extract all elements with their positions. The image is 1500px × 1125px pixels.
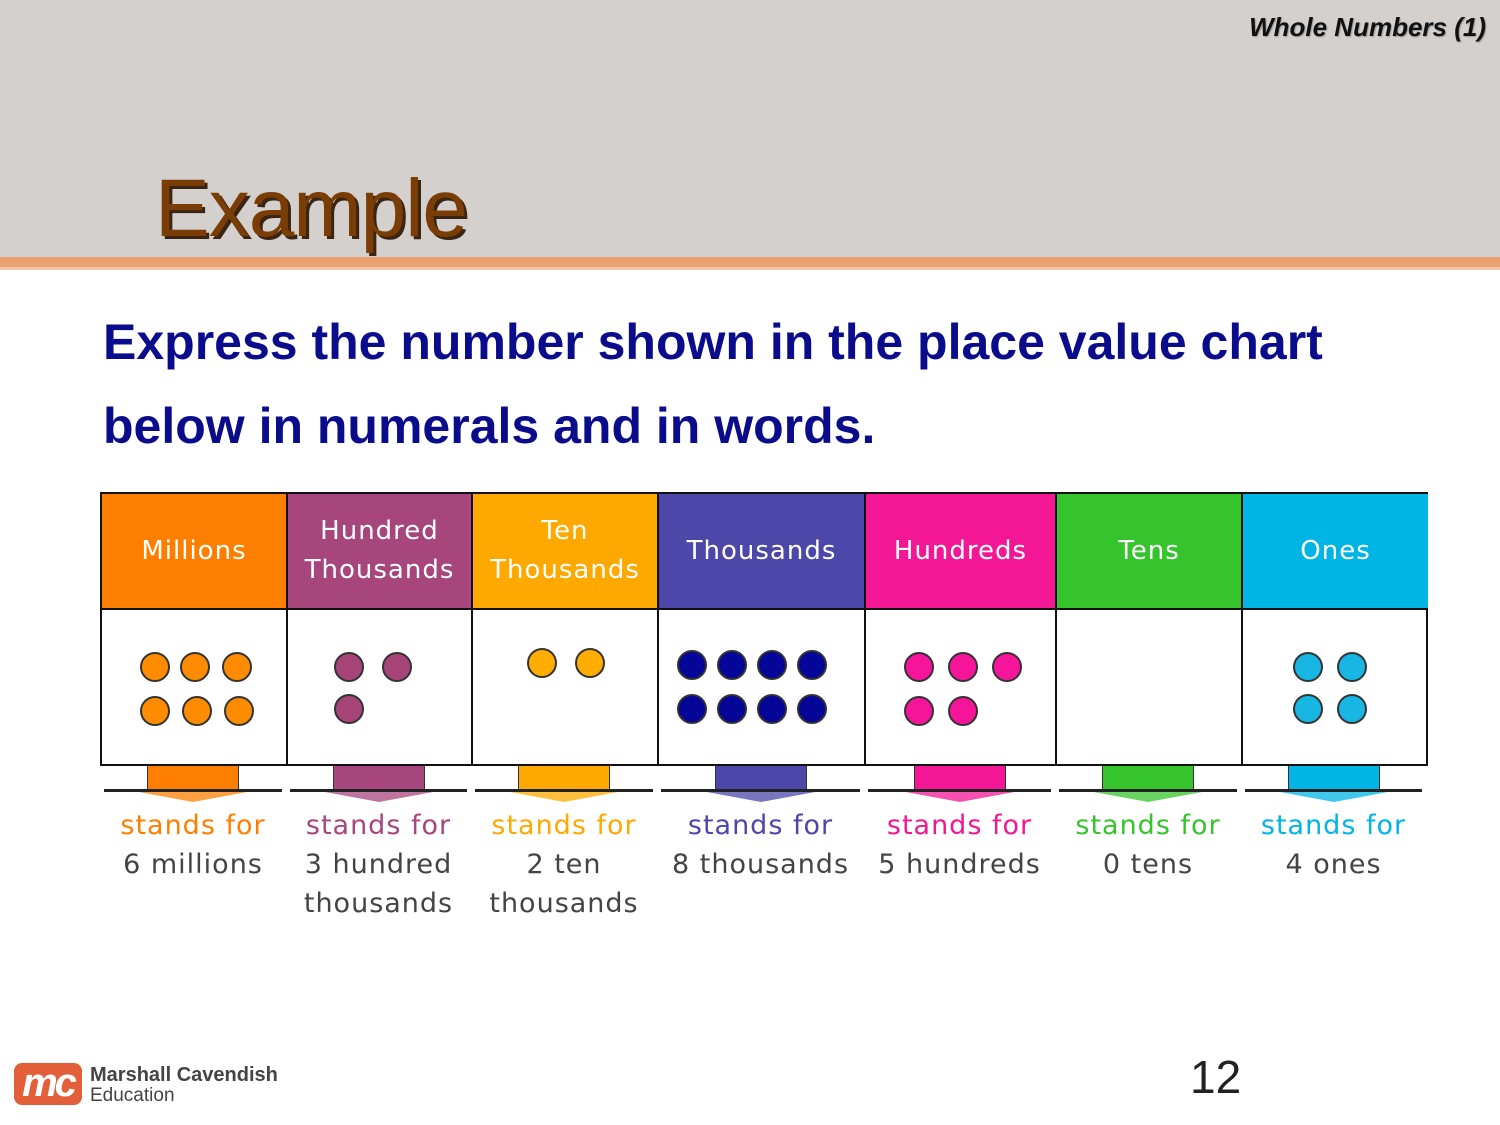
counter-dot — [140, 652, 170, 682]
counter-cell — [866, 610, 1055, 764]
stands-for-value: 4 ones — [1285, 849, 1382, 880]
stands-for-caption: stands for — [491, 810, 637, 841]
chart-column — [659, 494, 866, 764]
stands-for-caption: stands for — [886, 810, 1033, 841]
counter-dot — [904, 652, 934, 682]
stands-for-label — [464, 806, 664, 923]
counter-dot — [797, 650, 827, 680]
down-arrow-icon — [518, 766, 610, 806]
down-arrow-icon — [333, 766, 425, 806]
chart-column — [1243, 494, 1428, 764]
counter-dot — [948, 696, 978, 726]
arrow-base-line — [1059, 789, 1237, 792]
column-heading-line: Ten — [541, 516, 589, 546]
chart-column — [866, 494, 1057, 764]
counter-dot — [575, 648, 605, 678]
counter-dot — [382, 652, 412, 682]
down-arrow-icon — [914, 766, 1006, 806]
stands-for-label — [1048, 806, 1248, 884]
counter-dot — [334, 694, 364, 724]
down-arrow-icon — [715, 766, 807, 806]
counter-cell — [102, 610, 286, 764]
chart-column — [288, 494, 473, 764]
counter-dot — [182, 696, 212, 726]
counter-dot — [334, 652, 364, 682]
stands-for-label — [1234, 806, 1434, 884]
column-heading-line: Tens — [1118, 535, 1180, 566]
column-heading-line: Millions — [141, 535, 247, 566]
counter-cell — [288, 610, 471, 764]
counter-dot — [717, 694, 747, 724]
chart-column — [473, 494, 659, 764]
arrow-base-line — [868, 789, 1051, 792]
counter-dot — [757, 650, 787, 680]
counter-cell — [1243, 610, 1428, 764]
stands-for-caption: stands for — [305, 810, 452, 841]
stands-for-value: 5 hundreds — [878, 849, 1041, 880]
stands-for-label — [279, 806, 479, 923]
counter-dot — [1337, 652, 1367, 682]
stands-for-value: 8 thousands — [671, 849, 850, 880]
column-heading — [473, 494, 657, 610]
question-prompt: Express the number shown in the place value chart below in numerals and in words. — [103, 314, 1323, 454]
publisher-name-line1: Marshall Cavendish — [90, 1064, 278, 1086]
deck-title: Whole Numbers (1) — [1249, 12, 1486, 42]
chart-column — [102, 494, 288, 764]
stands-for-caption: stands for — [1075, 810, 1221, 841]
publisher-name — [90, 1065, 278, 1106]
column-heading — [659, 494, 864, 610]
slide-title: Example — [155, 163, 468, 254]
column-heading-line: Thousands — [490, 555, 640, 585]
header-divider — [0, 257, 1500, 267]
chart-column — [1057, 494, 1243, 764]
stands-for-value: 3 hundred — [304, 849, 453, 880]
counter-cell — [473, 610, 657, 764]
header-divider-shade — [0, 267, 1500, 270]
counter-dot — [140, 696, 170, 726]
arrow-base-line — [290, 789, 467, 792]
counter-dot — [717, 650, 747, 680]
counter-cell — [1057, 610, 1241, 764]
counter-dot — [1337, 694, 1367, 724]
stands-for-value: thousands — [303, 888, 454, 919]
counter-dot — [757, 694, 787, 724]
counter-dot — [948, 652, 978, 682]
column-heading — [1057, 494, 1241, 610]
column-heading — [102, 494, 286, 610]
publisher-name-line2: Education — [90, 1085, 175, 1106]
place-value-chart — [100, 492, 1428, 766]
column-heading — [288, 494, 471, 610]
counter-dot — [222, 652, 252, 682]
stands-for-caption: stands for — [120, 810, 266, 841]
stands-for-value: thousands — [489, 888, 639, 919]
counter-dot — [1293, 694, 1323, 724]
column-heading-line: Hundreds — [893, 535, 1028, 566]
counter-dot — [527, 648, 557, 678]
stands-for-label — [93, 806, 293, 884]
counter-dot — [797, 694, 827, 724]
stands-for-label — [860, 806, 1060, 884]
counter-dot — [224, 696, 254, 726]
arrow-base-line — [661, 789, 860, 792]
page-number: 12 — [1190, 1051, 1242, 1103]
stands-for-value: 6 millions — [123, 849, 263, 880]
stands-for-caption: stands for — [687, 810, 834, 841]
counter-dot — [1293, 652, 1323, 682]
counter-dot — [677, 694, 707, 724]
counter-dot — [904, 696, 934, 726]
publisher-logo-icon: mc — [14, 1063, 82, 1105]
column-heading-line: Ones — [1300, 535, 1371, 566]
column-heading — [1243, 494, 1428, 610]
arrow-base-line — [104, 789, 282, 792]
column-heading-line: Thousands — [686, 535, 837, 566]
down-arrow-icon — [147, 766, 239, 806]
counter-dot — [992, 652, 1022, 682]
column-heading — [866, 494, 1055, 610]
counter-dot — [677, 650, 707, 680]
arrow-base-line — [1245, 789, 1422, 792]
down-arrow-icon — [1288, 766, 1380, 806]
arrow-base-line — [475, 789, 653, 792]
down-arrow-icon — [1102, 766, 1194, 806]
stands-for-value: 0 tens — [1102, 849, 1194, 880]
counter-cell — [659, 610, 864, 764]
stands-for-label — [661, 806, 861, 884]
column-heading-line: Thousands — [304, 555, 455, 585]
counter-dot — [180, 652, 210, 682]
column-heading-line: Hundred — [320, 516, 439, 546]
stands-for-value: 2 ten — [526, 849, 602, 880]
stands-for-caption: stands for — [1260, 810, 1407, 841]
